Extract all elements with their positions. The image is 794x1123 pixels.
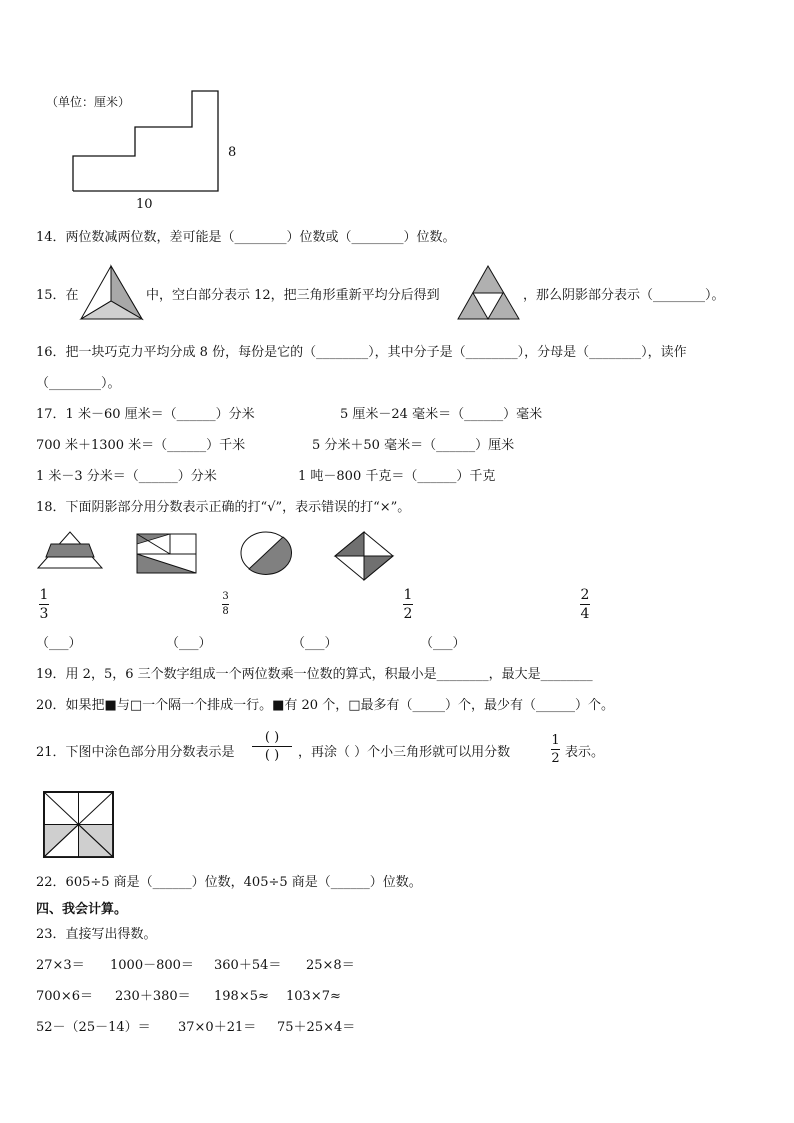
question-21-part2: ，再涂（ ）个小三角形就可以用分数 xyxy=(298,745,511,760)
answer-blank-3[interactable]: （___） xyxy=(292,636,338,651)
answer-blank-1[interactable]: （___） xyxy=(36,636,82,651)
fraction-denominator: 8 xyxy=(222,606,229,617)
fraction-numerator: 3 xyxy=(222,591,229,602)
question-22: 22．605÷5 商是（______）位数，405÷5 商是（______）位数。 xyxy=(36,875,422,890)
triangle-split-figure xyxy=(455,263,525,323)
question-15-part3: ，那么阴影部分表示（________）。 xyxy=(523,288,725,303)
question-17-row2b: 5 分米＋50 毫米＝（______）厘米 xyxy=(312,438,515,453)
stepped-shape-figure xyxy=(0,0,794,230)
question-17-row3b: 1 吨－800 千克＝（______）千克 xyxy=(298,469,496,484)
calc-r1-3: 360＋54＝ xyxy=(214,958,282,973)
question-17-row1b: 5 厘米－24 毫米＝（______）毫米 xyxy=(340,407,543,422)
question-16-line1: 16．把一块巧克力平均分成 8 份，每份是它的（________），其中分子是（________），分母是（________），读作 xyxy=(36,345,687,360)
fraction-1-2 xyxy=(403,588,413,621)
calc-r2-1: 700×6＝ xyxy=(36,989,93,1004)
question-17-row2a: 700 米＋1300 米＝（______）千米 xyxy=(36,438,246,453)
calc-r2-2: 230＋380＝ xyxy=(115,989,191,1004)
square-eighths-figure xyxy=(43,791,115,859)
fraction-denominator: 2 xyxy=(403,606,413,622)
fraction-1-3 xyxy=(39,588,49,621)
question-17-row1a: 17．1 米－60 厘米＝（______）分米 xyxy=(36,407,255,422)
calc-r3-3: 75＋25×4＝ xyxy=(277,1020,356,1035)
question-15-part1: 15．在 xyxy=(36,288,79,303)
width-label: 10 xyxy=(136,197,153,212)
height-label: 8 xyxy=(228,145,237,160)
blank-fraction[interactable] xyxy=(252,731,292,762)
calc-r1-1: 27×3＝ xyxy=(36,958,85,973)
question-23-title: 23．直接写出得数。 xyxy=(36,927,157,942)
fraction-shapes-figure xyxy=(0,529,794,579)
calc-r3-2: 37×0＋21＝ xyxy=(178,1020,257,1035)
calc-r1-2: 1000－800＝ xyxy=(110,958,194,973)
fraction-numerator: 1 xyxy=(551,733,560,748)
question-20: 20．如果把■与□一个隔一个排成一行。■有 20 个，□最多有（_____）个，最少有（______）个。 xyxy=(36,698,614,713)
question-19: 19．用 2，5，6 三个数字组成一个两位数乘一位数的算式，积最小是________，最大是________ xyxy=(36,667,593,682)
question-16-line2: （________）。 xyxy=(36,376,121,391)
blank-denominator: ( ) xyxy=(264,748,280,763)
fraction-numerator: 1 xyxy=(403,587,413,603)
answer-blank-2[interactable]: （___） xyxy=(166,636,212,651)
triangle-center-figure xyxy=(78,263,148,323)
fraction-bar xyxy=(252,746,292,747)
question-14: 14．两位数减两位数，差可能是（________）位数或（________）位数。 xyxy=(36,230,456,245)
answer-blank-4[interactable]: （___） xyxy=(420,636,466,651)
stepped-shape-outline xyxy=(73,91,218,191)
calc-r2-3: 198×5≈ xyxy=(214,989,269,1004)
fraction-numerator: 1 xyxy=(39,587,49,603)
section-4-heading: 四、我会计算。 xyxy=(36,902,128,917)
fraction-bar xyxy=(580,604,590,605)
blank-numerator: ( ) xyxy=(264,730,280,745)
calc-r1-4: 25×8＝ xyxy=(306,958,355,973)
fraction-2-4 xyxy=(580,588,590,621)
fraction-bar xyxy=(403,604,413,605)
fraction-bar xyxy=(39,604,49,605)
question-21-part1: 21．下图中涂色部分用分数表示是 xyxy=(36,745,235,760)
question-17-row3a: 1 米－3 分米＝（______）分米 xyxy=(36,469,217,484)
fraction-3-8 xyxy=(222,592,229,617)
fraction-bar xyxy=(551,749,560,750)
calc-r3-1: 52－（25－14）＝ xyxy=(36,1020,151,1035)
fraction-one-half xyxy=(551,734,560,765)
fraction-denominator: 2 xyxy=(551,751,560,766)
fraction-bar xyxy=(222,604,229,605)
fraction-numerator: 2 xyxy=(580,587,590,603)
question-21-part3: 表示。 xyxy=(565,745,605,760)
question-15-part2: 中，空白部分表示 12，把三角形重新平均分后得到 xyxy=(146,288,440,303)
unit-label: （单位：厘米） xyxy=(46,95,131,109)
calc-r2-4: 103×7≈ xyxy=(286,989,341,1004)
fraction-denominator: 3 xyxy=(39,606,49,622)
question-18: 18．下面阴影部分用分数表示正确的打“√”，表示错误的打“×”。 xyxy=(36,500,411,515)
fraction-denominator: 4 xyxy=(580,606,590,622)
